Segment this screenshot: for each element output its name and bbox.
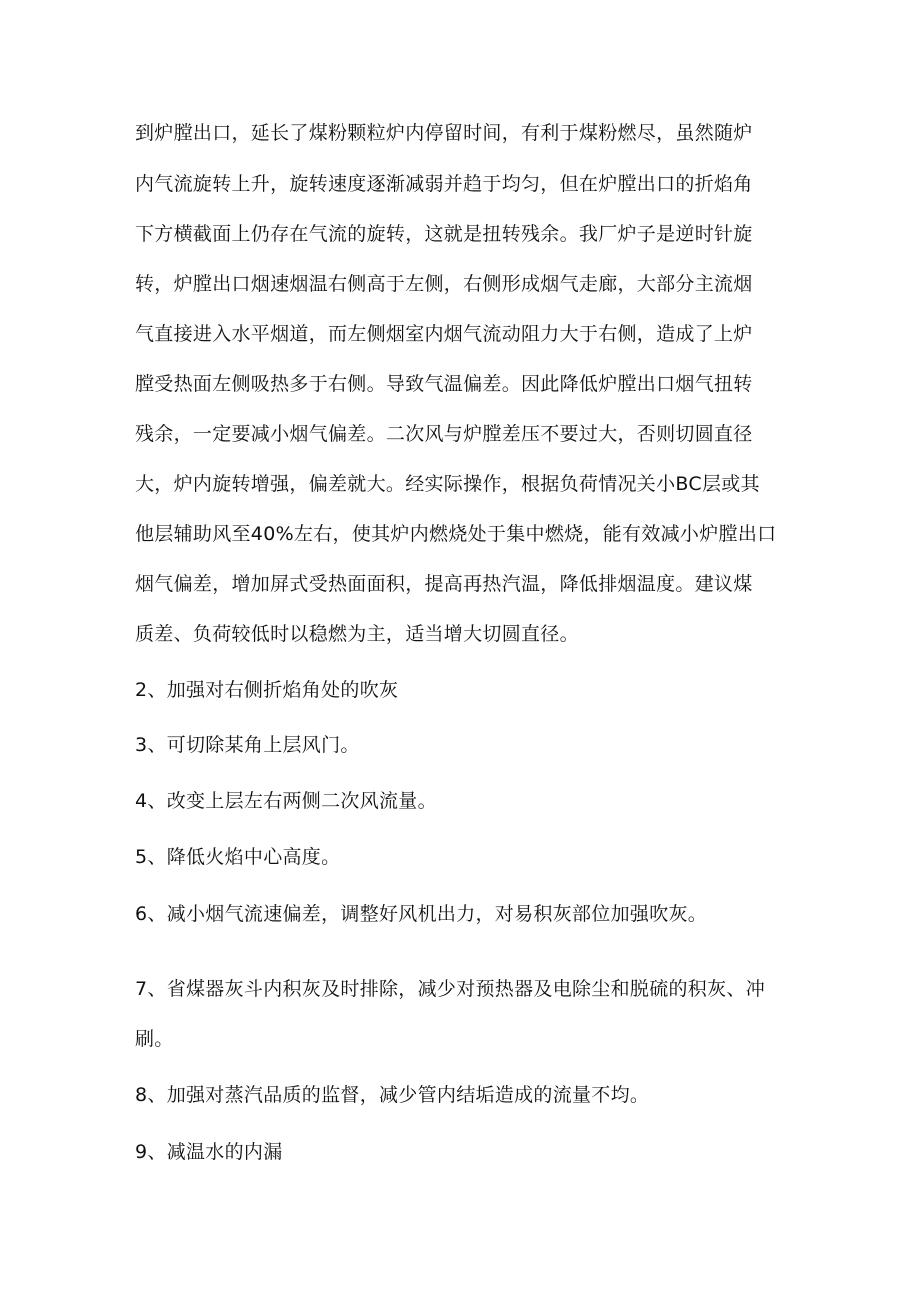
paragraph-line: 他层辅助风至40%左右，使其炉内燃烧处于集中燃烧，能有效减小炉膛出口: [135, 523, 777, 545]
list-item-7-continuation: 刷。: [135, 1028, 174, 1050]
paragraph-line: 到炉膛出口，延长了煤粉颗粒炉内停留时间，有利于煤粉燃尽，虽然随炉: [135, 122, 753, 144]
paragraph-line: 下方横截面上仍存在气流的旋转，这就是扭转残余。我厂炉子是逆时针旋: [135, 223, 753, 245]
paragraph-line: 转，炉膛出口烟速烟温右侧高于左侧，右侧形成烟气走廊，大部分主流烟: [135, 273, 753, 295]
list-item-4: 4、改变上层左右两侧二次风流量。: [135, 790, 437, 812]
paragraph-line: 内气流旋转上升，旋转速度逐渐减弱并趋于均匀，但在炉膛出口的折焰角: [135, 173, 753, 195]
list-item-3: 3、可切除某角上层风门。: [135, 734, 360, 756]
list-item-9: 9、减温水的内漏: [135, 1141, 283, 1163]
paragraph-line: 气直接进入水平烟道，而左侧烟室内烟气流动阻力大于右侧，造成了上炉: [135, 323, 753, 345]
list-item-6: 6、减小烟气流速偏差，调整好风机出力，对易积灰部位加强吹灰。: [135, 903, 708, 925]
paragraph-line: 膛受热面左侧吸热多于右侧。导致气温偏差。因此降低炉膛出口烟气扭转: [135, 373, 753, 395]
paragraph-line: 烟气偏差，增加屏式受热面面积，提高再热汽温，降低排烟温度。建议煤: [135, 573, 753, 595]
list-item-2: 2、加强对右侧折焰角处的吹灰: [135, 679, 399, 701]
paragraph-line: 大，炉内旋转增强，偏差就大。经实际操作，根据负荷情况关小BC层或其: [135, 473, 760, 495]
list-item-7: 7、省煤器灰斗内积灰及时排除，减少对预热器及电除尘和脱硫的积灰、冲: [135, 978, 765, 1000]
list-item-5: 5、降低火焰中心高度。: [135, 846, 341, 868]
list-item-8: 8、加强对蒸汽品质的监督，减少管内结垢造成的流量不均。: [135, 1084, 650, 1106]
paragraph-line: 质差、负荷较低时以稳燃为主，适当增大切圆直径。: [135, 623, 579, 645]
paragraph-line: 残余，一定要减小烟气偏差。二次风与炉膛差压不要过大，否则切圆直径: [135, 423, 753, 445]
